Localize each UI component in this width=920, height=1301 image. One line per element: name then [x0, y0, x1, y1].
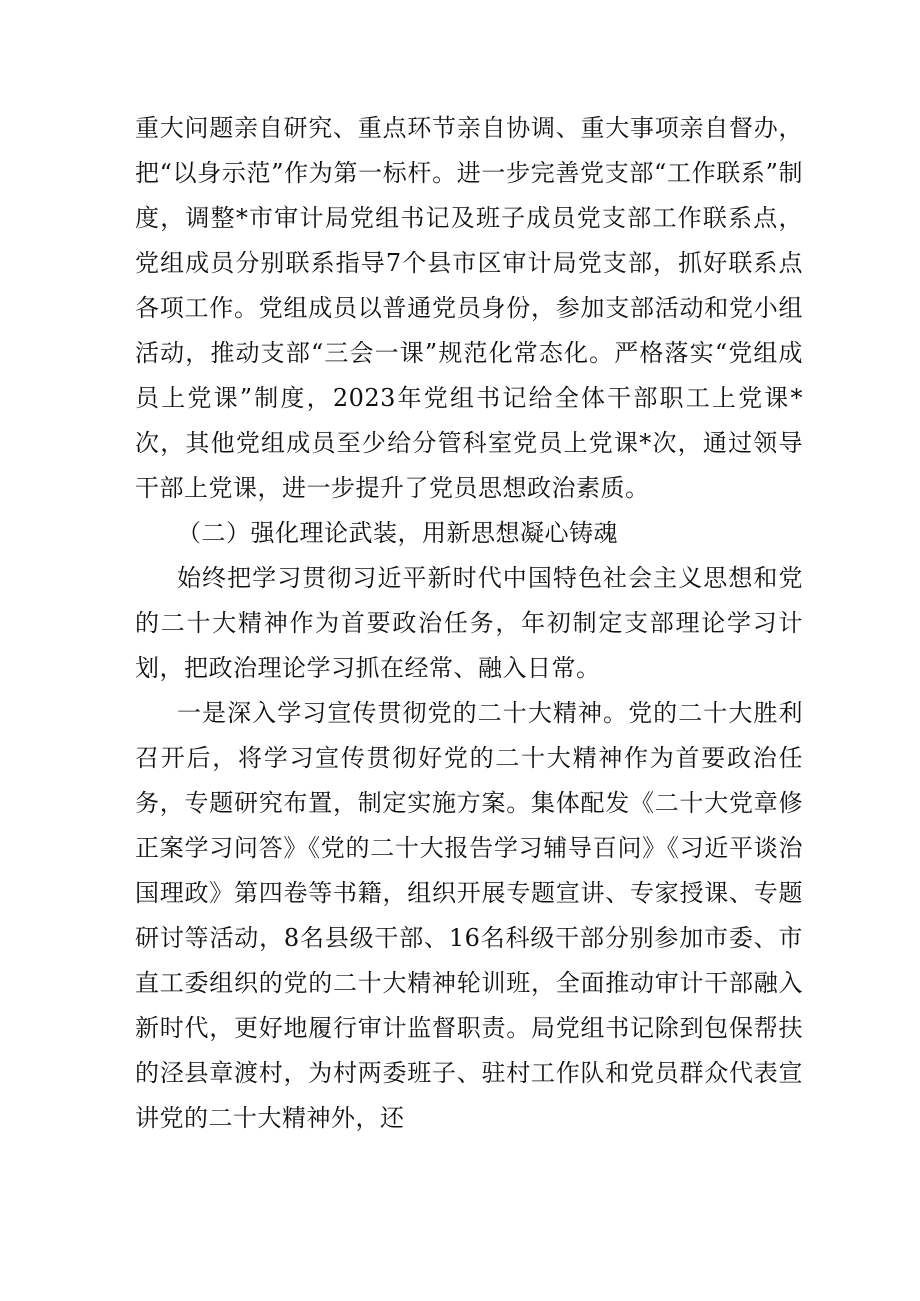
body-paragraph: 一是深入学习宣传贯彻党的二十大精神。党的二十大胜利召开后，将学习宣传贯彻好党的二十大精神作为首要政治任务，专题研究布置，制定实施方案。集体配发《二十大党章修正案学习问答》《党的二十大报告学习辅导百问》《习近平谈治国理政》第四卷等书籍，组织开展专题宣讲、专家授课、专题研讨等活动，8名县级干部、16名科级干部分别参加市委、市直工委组织的党的二十大精神轮训班，全面推动审计干部融入新时代，更好地履行审计监督职责。局党组书记除到包保帮扶的泾县章渡村，为村两委班子、驻村工作队和党员群众代表宣讲党的二十大精神外，还	[135, 699, 803, 1132]
body-paragraph-continued: 重大问题亲自研究、重点环节亲自协调、重大事项亲自督办，把“以身示范”作为第一标杆。进一步完善党支部“工作联系”制度，调整*市审计局党组书记及班子成员党支部工作联系点，党组成员分别联系指导7个县市区审计局党支部，抓好联系点各项工作。党组成员以普通党员身份，参加支部活动和党小组活动，推动支部“三会一课”规范化常态化。严格落实“党组成员上党课”制度，2023年党组书记给全体干部职工上党课*次，其他党组成员至少给分管科室党员上党课*次，通过领导干部上党课，进一步提升了党员思想政治素质。	[135, 114, 803, 502]
document-body	[135, 106, 803, 1141]
section-heading: （二）强化理论武装，用新思想凝心铸魂	[177, 519, 618, 547]
body-paragraph: 始终把学习贯彻习近平新时代中国特色社会主义思想和党的二十大精神作为首要政治任务，年初制定支部理论学习计划，把政治理论学习抓在经常、融入日常。	[135, 564, 803, 682]
